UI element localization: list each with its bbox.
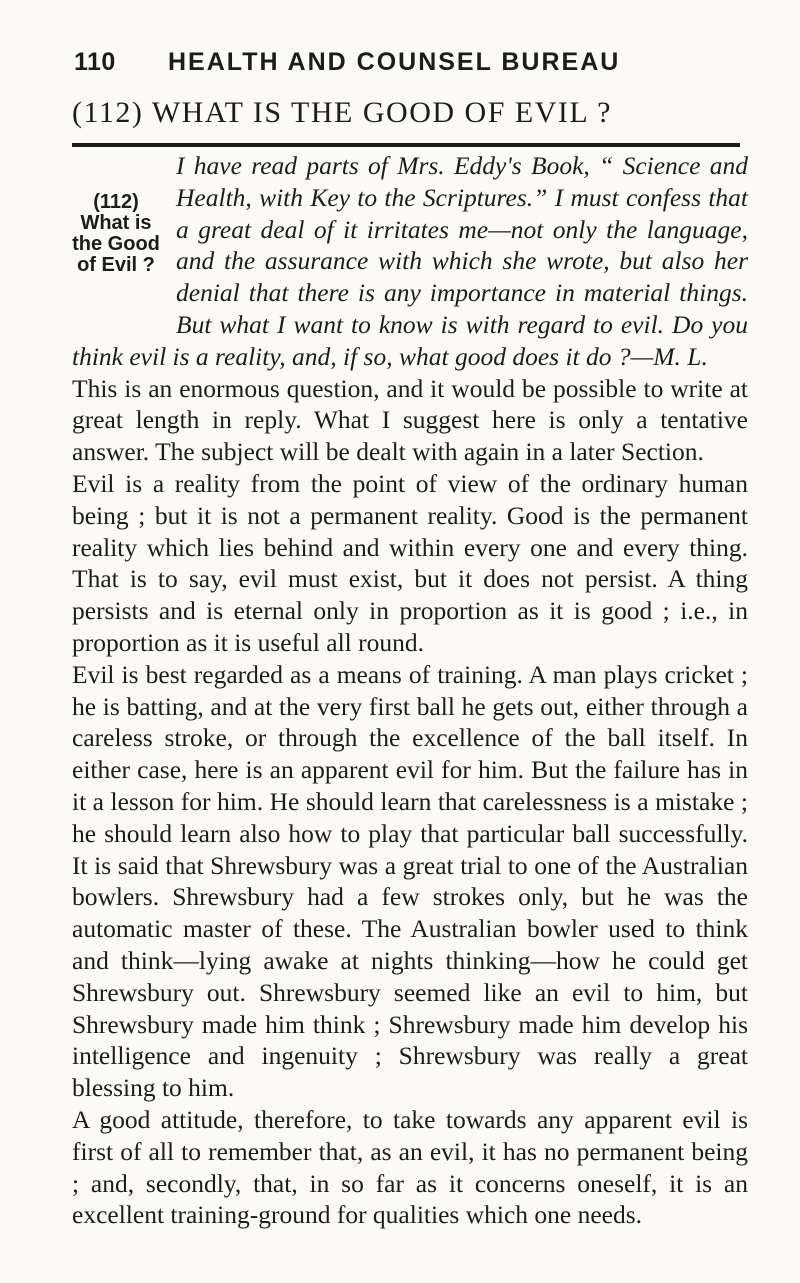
section-heading: (112) WHAT IS THE GOOD OF EVIL ? <box>72 96 612 129</box>
heading-rule <box>72 143 740 147</box>
question-text: I have read parts of Mrs. Eddy's Book, “ Science and Health, with Key to the Scriptures.” I must confess that a great deal of it irritates me—not only the language, and the assurance with which she wrote, but also her denial that there is any importance in material things. But what I want to know is with regard to evil. Do you think evil is a reality, and, if so, what good does it do ?—M. L. <box>72 151 748 371</box>
paragraph: This is an enormous question, and it would be possible to write at great length in reply. What I suggest here is only a tentative answer. The subject will be dealt with again in a later Section. <box>72 373 748 467</box>
body-text <box>72 150 748 1231</box>
paragraph: Evil is a reality from the point of view of the ordinary human being ; but it is not a permanent reality. Good is the permanent reality which lies behind and within every one and every thing. That is to say, evil must exist, but it does not persist. A thing persists and is eternal only in proportion as it is good ; i.e., in proportion as it is useful all round. <box>72 468 748 657</box>
running-head <box>74 48 722 84</box>
page-number: 110 <box>74 48 116 76</box>
paragraph: A good attitude, therefore, to take towards any apparent evil is first of all to remember that, as an evil, it has no permanent being ; and, secondly, that, in so far as it concerns oneself, it is an excellent training-ground for qualities which one needs. <box>72 1104 748 1230</box>
paragraph: Evil is best regarded as a means of training. A man plays cricket ; he is batting, and at the very first ball he gets out, either through a careless stroke, or through the excellence of the ball itself. In either case, here is an apparent evil for him. But the failure has in it a lesson for him. He should learn that carelessness is a mistake ; he should learn also how to play that particular ball successfully. It is said that Shrewsbury was a great trial to one of the Australian bowlers. Shrewsbury had a few strokes only, but he was the automatic master of these. The Australian bowler used to think and think—lying awake at nights thinking—how he could get Shrewsbury out. Shrewsbury seemed like an evil to him, but Shrewsbury made him think ; Shrewsbury made him develop his intelligence and ingenuity ; Shrewsbury was really a great blessing to him. <box>72 659 748 1103</box>
margin-sidenote: (112) What is the Good of Evil ? <box>72 191 160 276</box>
reader-question <box>72 150 748 373</box>
running-title: HEALTH AND COUNSEL BUREAU <box>168 48 621 76</box>
